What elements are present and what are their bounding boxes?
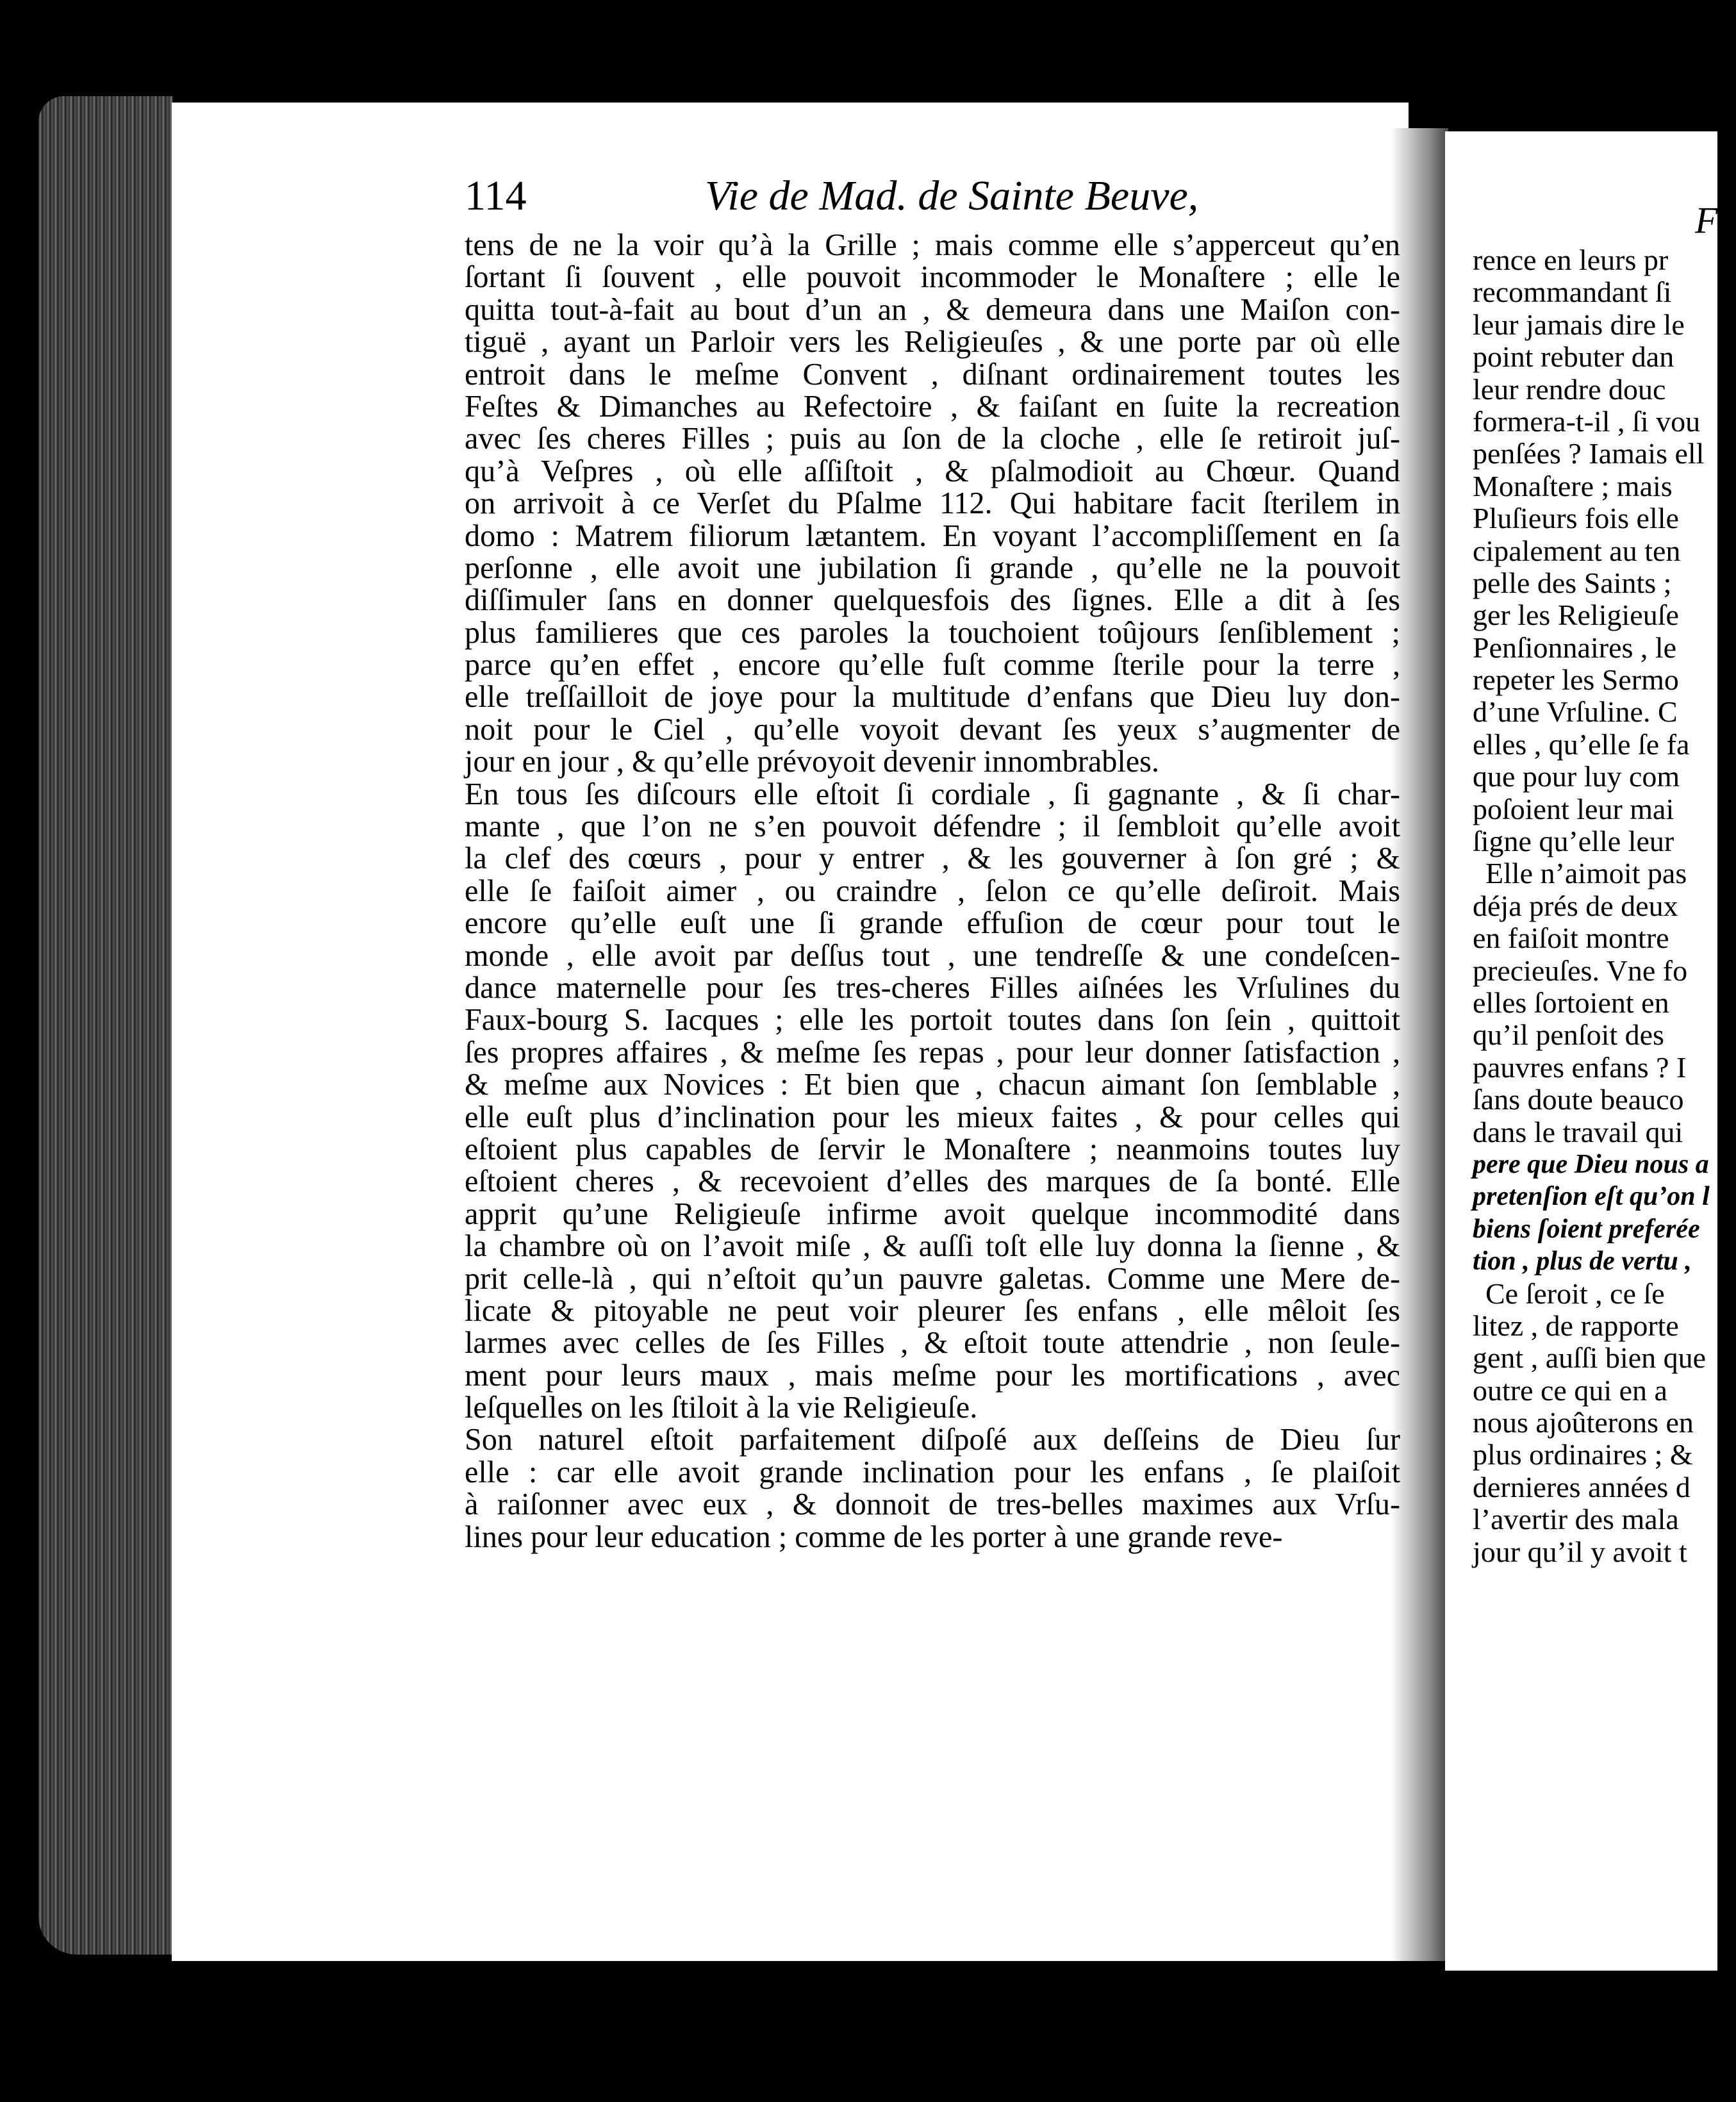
right-text-line: qu’il penſoit des <box>1473 1018 1664 1052</box>
right-text-line: elles , qu’elle ſe fa <box>1473 727 1690 761</box>
text-line: elle treſſailloit de joye pour la multitude d’enfans que Dieu luy don- <box>465 680 1400 715</box>
right-text-line: penſées ? Iamais ell <box>1473 437 1705 470</box>
right-text-line: déja prés de deux <box>1473 889 1678 922</box>
text-line: quitta tout-à-fait au bout d’un an , & demeura dans une Maiſon con- <box>465 292 1400 327</box>
right-text-line: recommandant ſi <box>1473 276 1672 309</box>
body-text <box>465 229 1400 1553</box>
text-line: leſquelles on les ſtiloit à la vie Religieuſe. <box>465 1391 978 1425</box>
right-text-line: precieuſes. Vne fo <box>1473 954 1688 987</box>
text-line: Feſtes & Dimanches au Refectoire , & faiſant en ſuite la recreation <box>465 389 1400 424</box>
text-line: licate & pitoyable ne peut voir pleurer ſes enfans , elle mêloit ſes <box>465 1293 1400 1328</box>
text-line: la chambre où on l’avoit miſe , & auſſi toſt elle luy donna la ſienne , & <box>465 1229 1400 1264</box>
right-text-line: en faiſoit montre <box>1473 922 1669 955</box>
page-number: 114 <box>465 172 527 219</box>
right-text-line: plus ordinaires ; & <box>1473 1438 1693 1471</box>
text-line: elle ſe faiſoit aimer , ou craindre , ſelon ce qu’elle deſiroit. Mais <box>465 873 1400 908</box>
right-running-head: Fo <box>1695 199 1736 241</box>
text-line: Faux-bourg S. Iacques ; elle les portoit toutes dans ſon ſein , quittoit <box>465 1003 1400 1038</box>
right-text-line: pretenſion eſt qu’on l <box>1473 1182 1710 1212</box>
text-line: ſes propres affaires , & meſme ſes repas , pour leur donner ſatisfaction , <box>465 1035 1400 1070</box>
text-line: entroit dans le meſme Convent , diſnant ordinairement toutes les <box>465 357 1400 392</box>
right-text-line: Ce ſeroit , ce ſe <box>1485 1277 1665 1310</box>
right-text-line: l’avertir des mala <box>1473 1503 1679 1536</box>
right-text-line: cipalement au ten <box>1473 534 1681 567</box>
right-text-line: nous ajoûterons en <box>1473 1406 1694 1439</box>
text-line: plus familieres que ces paroles la touchoient toûjours ſenſiblement ; <box>465 615 1400 650</box>
right-text-line: ger les Religieuſe <box>1473 599 1679 632</box>
right-text-line: d’une Vrſuline. C <box>1473 695 1678 729</box>
text-line: domo : Matrem filiorum lætantem. En voyant l’accompliſſement en ſa <box>465 518 1400 553</box>
text-line: & meſme aux Novices : Et bien que , chacun aimant ſon ſemblable , <box>465 1068 1400 1102</box>
right-text-line: Pluſieurs fois elle <box>1473 502 1679 535</box>
right-text-line: pauvres enfans ? I <box>1473 1050 1687 1084</box>
text-line: prit celle-là , qui n’eſtoit qu’un pauvre galetas. Comme une Mere de- <box>465 1261 1400 1296</box>
right-text-line: jour qu’il y avoit t <box>1473 1535 1687 1568</box>
text-line: avec ſes cheres Filles ; puis au ſon de la cloche , elle ſe retiroit juſ- <box>465 422 1400 456</box>
right-text-line: formera-t-il , ſi vou <box>1473 404 1701 438</box>
text-line: à raiſonner avec eux , & donnoit de tres-belles maximes aux Vrſu- <box>465 1487 1400 1522</box>
right-text-line: litez , de rapporte <box>1473 1309 1679 1342</box>
right-text-line: Elle n’aimoit pas <box>1485 857 1687 890</box>
right-text-line: que pour luy com <box>1473 760 1680 793</box>
text-line: elle euſt plus d’inclination pour les mieux faites , & pour celles qui <box>465 1100 1400 1134</box>
text-line: noit pour le Ciel , qu’elle voyoit devant ſes yeux s’augmenter de <box>465 712 1400 747</box>
text-line: tiguë , ayant un Parloir vers les Religieuſes , & une porte par où elle <box>465 325 1400 360</box>
text-line: tens de ne la voir qu’à la Grille ; mais comme elle s’apperceut qu’en <box>465 228 1400 262</box>
right-text-line: repeter les Sermo <box>1473 663 1679 697</box>
text-line: ment pour leurs maux , mais meſme pour les mortifications , avec <box>465 1358 1400 1393</box>
running-head: Vie de Mad. de Sainte Beuve, <box>705 172 1199 219</box>
margin-bracket-mark: ( <box>264 538 277 580</box>
right-text-line: rence en leurs pr <box>1473 244 1669 276</box>
text-line: ſortant ſi ſouvent , elle pouvoit incommoder le Monaſtere ; elle le <box>465 260 1400 295</box>
right-text-line: tion , plus de vertu , <box>1473 1246 1692 1277</box>
text-line: elle : car elle avoit grande inclination pour les enfans , ſe plaiſoit <box>465 1455 1400 1489</box>
text-line: dance maternelle pour ſes tres-cheres Filles aiſnées les Vrſulines du <box>465 970 1400 1005</box>
right-text-line: dans le travail qui <box>1473 1115 1683 1148</box>
right-text-line: pere que Dieu nous a <box>1473 1149 1709 1179</box>
text-line: Son naturel eſtoit parfaitement diſpoſé aux deſſeins de Dieu ſur <box>465 1423 1400 1457</box>
right-text-line: biens ſoient preferée <box>1473 1214 1700 1244</box>
text-line: jour en jour , & qu’elle prévoyoit devenir innombrables. <box>465 745 1159 779</box>
right-text-line: ſigne qu’elle leur <box>1473 825 1674 858</box>
book-fore-edge <box>38 96 173 1955</box>
right-page <box>1445 131 1736 1971</box>
right-text-line: outre ce qui en a <box>1473 1373 1667 1407</box>
page-header <box>465 172 1387 229</box>
right-text-line: ſans doute beauco <box>1473 1083 1684 1116</box>
right-text-line: Monaſtere ; mais <box>1473 469 1673 502</box>
text-line: eſtoient cheres , & recevoient d’elles des marques de ſa bonté. Elle <box>465 1164 1400 1199</box>
right-text-line: Penſionnaires , le <box>1473 631 1677 664</box>
text-line: monde , elle avoit par deſſus tout , une tendreſſe & une condeſcen- <box>465 938 1400 973</box>
text-line: apprit qu’une Religieuſe infirme avoit quelque incommodité dans <box>465 1196 1400 1231</box>
text-line: parce qu’en effet , encore qu’elle fuſt comme ſterile pour la terre , <box>465 648 1400 683</box>
text-line: on arrivoit à ce Verſet du Pſalme 112. Qui habitare facit ſterilem in <box>465 486 1400 521</box>
right-text-line: poſoient leur mai <box>1473 792 1674 825</box>
text-line: qu’à Veſpres , où elle aſſiſtoit , & pſalmodioit au Chœur. Quand <box>465 454 1400 488</box>
text-line: eſtoient plus capables de ſervir le Monaſtere ; neanmoins toutes luy <box>465 1132 1400 1166</box>
right-text-line: pelle des Saints ; <box>1473 566 1672 599</box>
text-line: diſſimuler ſans en donner quelquesfois des ſignes. Elle a dit à ſes <box>465 583 1400 618</box>
right-page-text <box>1473 244 1710 1568</box>
text-line: encore qu’elle euſt une ſi grande effuſion de cœur pour tout le <box>465 906 1400 941</box>
text-line: perſonne , elle avoit une jubilation ſi grande , qu’elle ne la pouvoit <box>465 550 1400 585</box>
right-text-line: gent , auſſi bien que <box>1473 1341 1707 1375</box>
text-line: mante , que l’on ne s’en pouvoit défendre ; il ſembloit qu’elle avoit <box>465 809 1400 844</box>
text-line: la clef des cœurs , pour y entrer , & les gouverner à ſon gré ; & <box>465 841 1400 876</box>
right-text-line: point rebuter dan <box>1473 340 1674 374</box>
text-line: larmes avec celles de ſes Filles , & eſtoit toute attendrie , non ſeule- <box>465 1326 1400 1361</box>
right-text-line: elles ſortoient en <box>1473 986 1669 1019</box>
text-line: lines pour leur education ; comme de les porter à une grande reve- <box>465 1519 1283 1554</box>
text-line: En tous ſes diſcours elle eſtoit ſi cordiale , ſi gagnante , & ſi char- <box>465 777 1400 811</box>
right-text-line: leur jamais dire le <box>1473 308 1685 341</box>
right-text-line: dernieres années d <box>1473 1470 1691 1503</box>
right-text-line: leur rendre douc <box>1473 372 1666 406</box>
